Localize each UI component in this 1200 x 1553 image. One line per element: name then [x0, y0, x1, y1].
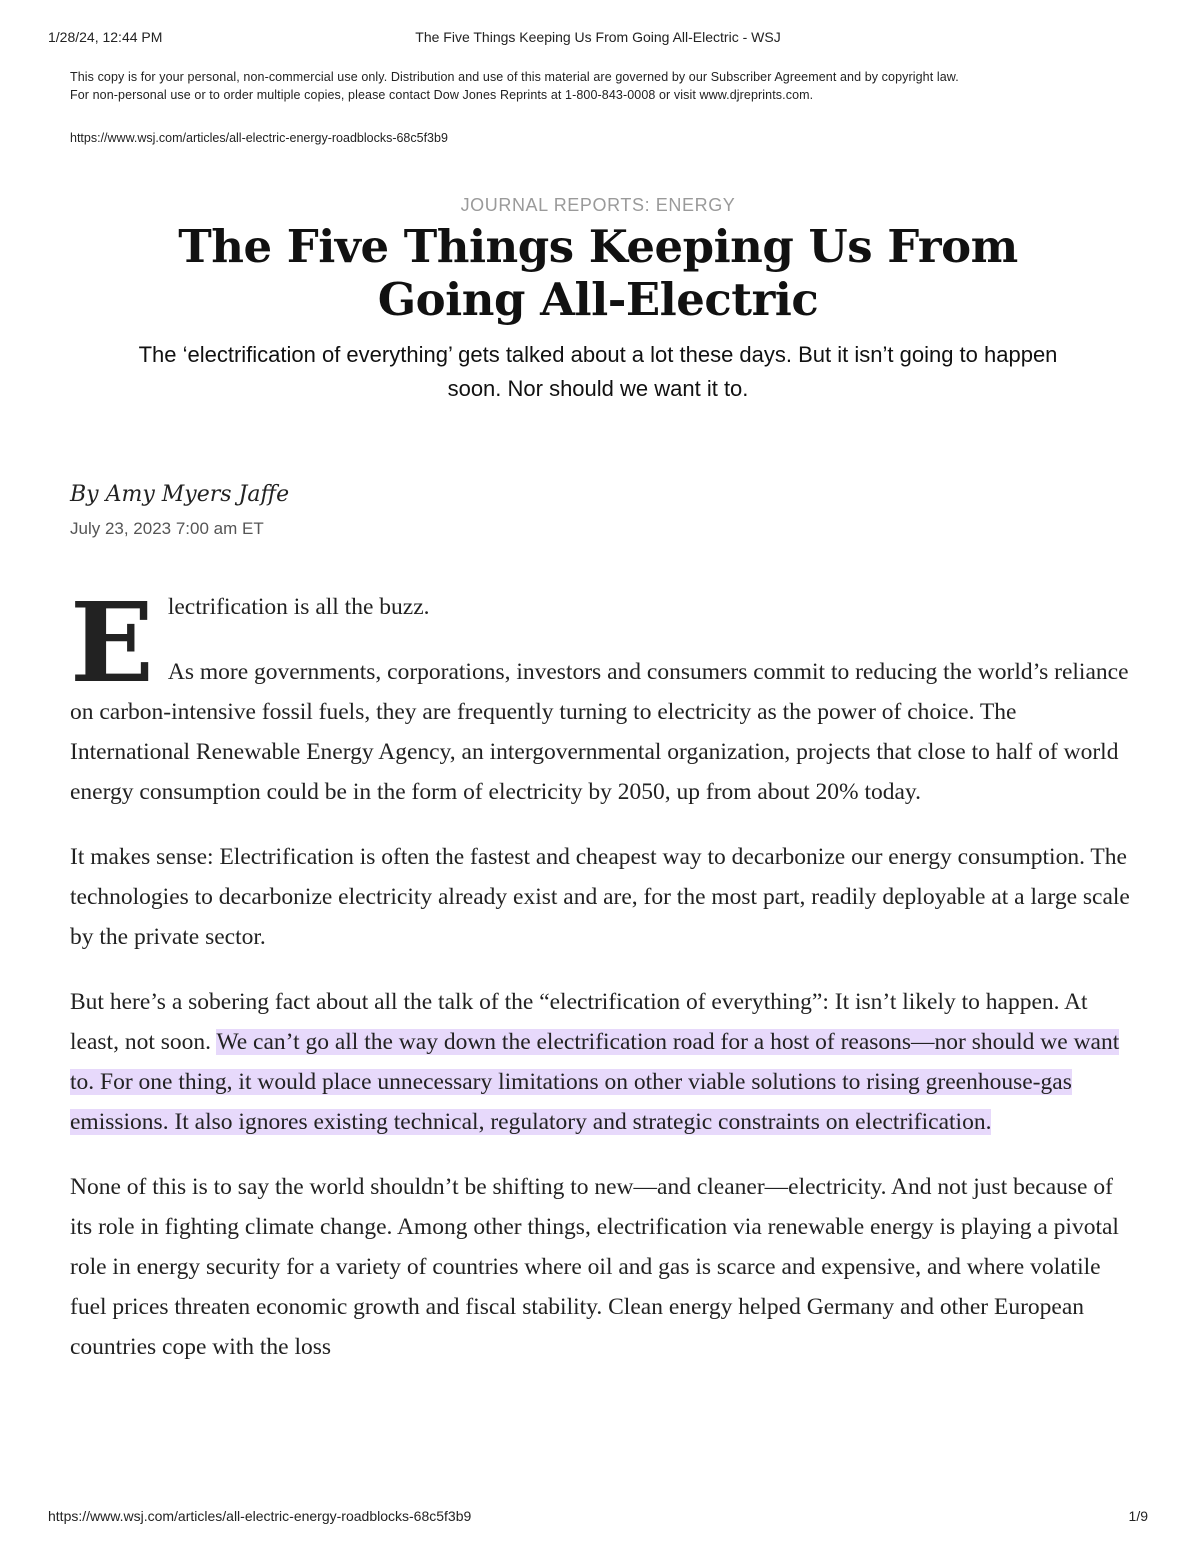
print-header [48, 29, 1148, 49]
footer-url: https://www.wsj.com/articles/all-electric-energy-roadblocks-68c5f3b9 [48, 1508, 472, 1524]
reprint-notice [70, 68, 1130, 104]
drop-cap: E [70, 578, 154, 707]
highlighted-passage: We can’t go all the way down the electrification road for a host of reasons—nor should we want to. For one thing, it would place unnecessary limitations on other viable solutions to rising greenhouse-gas emissions. It also ignores existing technical, regulatory and strategic constraints on electrification. [70, 1029, 1120, 1135]
publish-date: July 23, 2023 7:00 am ET [70, 519, 264, 538]
byline-prefix: By [70, 482, 99, 507]
page-number: 1/9 [1128, 1508, 1148, 1524]
notice-line-2: For non-personal use or to order multiple copies, please contact Dow Jones Reprints at 1-800-843-0008 or visit www.djreprints.com. [70, 88, 814, 102]
headline: The Five Things Keeping Us From Going All-Electric [178, 220, 1018, 326]
dek: The ‘electrification of everything’ gets talked about a lot these days. But it isn’t going to happen soon. Nor should we want it to. [138, 342, 1058, 401]
paragraph-2: As more governments, corporations, investors and consumers commit to reducing the world’s reliance on carbon-intensive fossil fuels, they are frequently turning to electricity as the power of choice. The International Renewable Energy Agency, an intergovernmental organization, projects that close to half of world energy consumption could be in the form of electricity by 2050, up from about 20% today. [70, 659, 1129, 805]
paragraph-1: lectrification is all the buzz. [167, 594, 430, 620]
paragraph-4 [70, 982, 1130, 1142]
section-label: JOURNAL REPORTS: ENERGY [460, 195, 736, 215]
print-datetime: 1/28/24, 12:44 PM [48, 29, 163, 45]
paragraph-4-text: But here’s a sobering fact about all the talk of the “electrification of everything”: It isn’t likely to happen. At least, not soon. [70, 989, 1088, 1055]
author-name: Amy Myers Jaffe [105, 482, 290, 507]
byline [70, 482, 289, 507]
article-body [70, 578, 1130, 1392]
notice-line-1: This copy is for your personal, non-commercial use only. Distribution and use of this material are governed by our Subscriber Agreement and by copyright law. [70, 70, 959, 84]
print-page-title: The Five Things Keeping Us From Going All-Electric - WSJ [415, 29, 781, 45]
print-footer [48, 1508, 1148, 1528]
paragraph-5: None of this is to say the world shouldn’t be shifting to new—and cleaner—electricity. And not just because of its role in fighting climate change. Among other things, electrification via renewable energy is playing a pivotal role in energy security for a variety of countries where oil and gas is scarce and expensive, and where volatile fuel prices threaten economic growth and fiscal stability. Clean energy helped Germany and other European countries cope with the loss [70, 1174, 1119, 1360]
source-url: https://www.wsj.com/articles/all-electric-energy-roadblocks-68c5f3b9 [70, 131, 448, 145]
paragraph-3: It makes sense: Electrification is often the fastest and cheapest way to decarbonize our energy consumption. The technologies to decarbonize electricity already exist and are, for the most part, readily deployable at a large scale by the private sector. [70, 844, 1130, 950]
